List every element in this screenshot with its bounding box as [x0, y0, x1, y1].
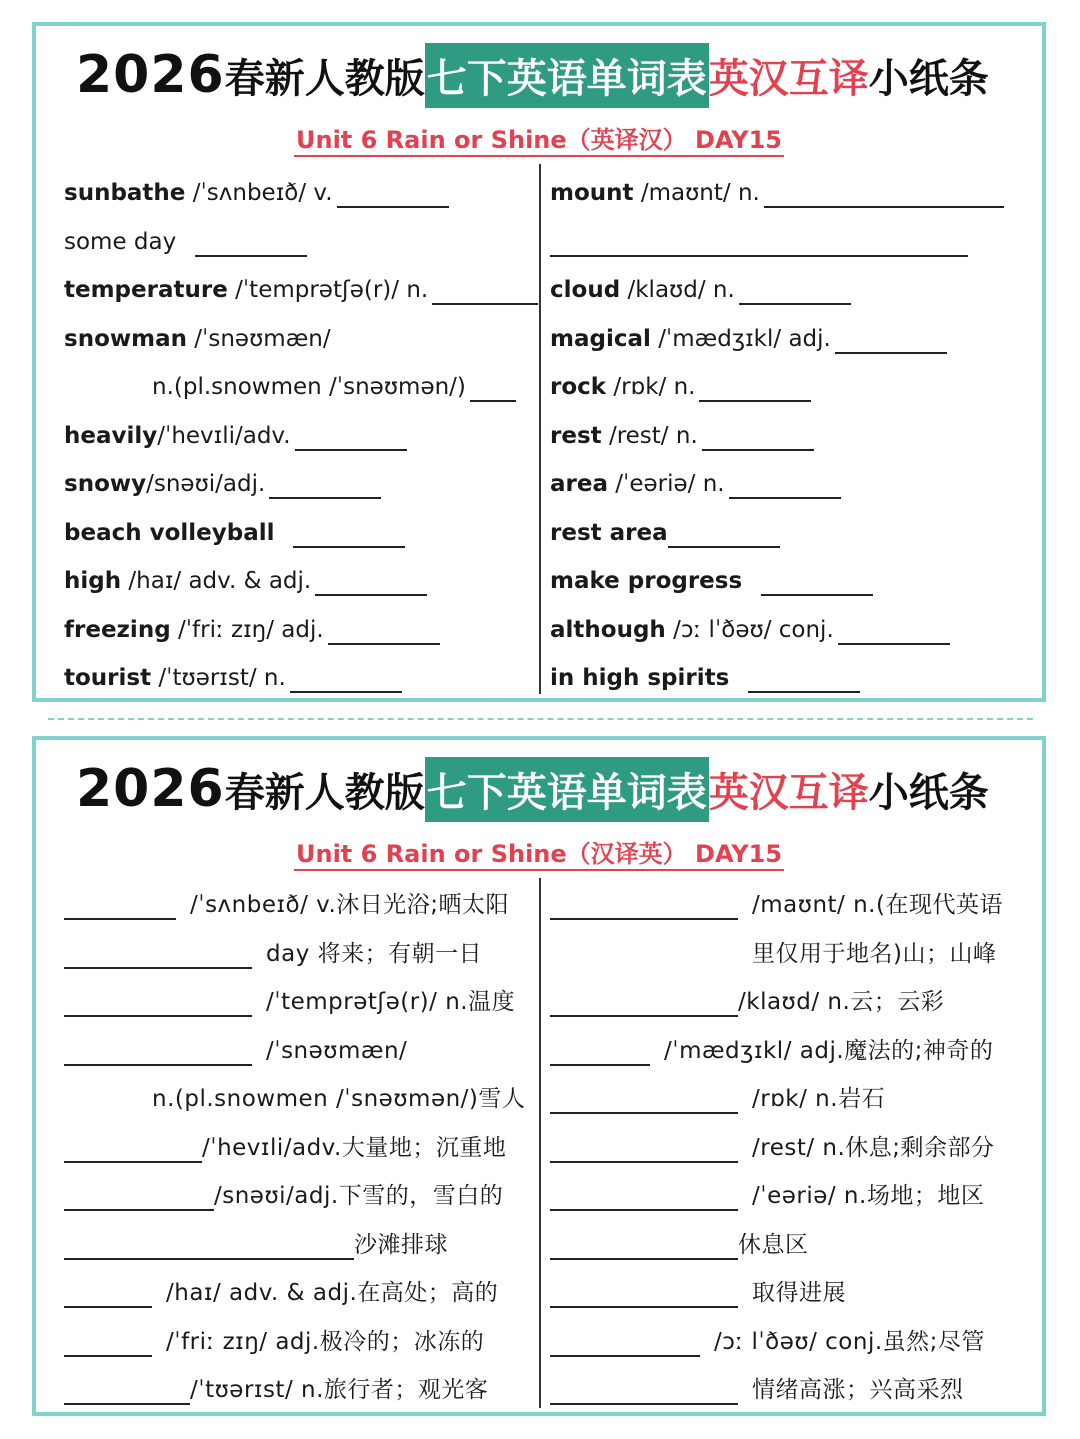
vocab-word: although: [550, 617, 666, 643]
vocab-row: [152, 367, 516, 407]
vocab-meaning: /ˈhevɪli/adv.大量地；沉重地: [202, 1135, 507, 1161]
answer-blank[interactable]: [739, 275, 851, 305]
vocab-word: make progress: [550, 568, 743, 594]
answer-blank[interactable]: [699, 372, 811, 402]
vocab-phonetic: /klaʊd/ n.: [627, 277, 735, 303]
answer-blank[interactable]: [550, 1084, 738, 1114]
answer-blank[interactable]: [550, 1278, 738, 1308]
subtitle: Unit 6 Rain or Shine（英译汉） DAY15: [36, 120, 1042, 155]
answer-blank[interactable]: [64, 1181, 214, 1211]
answer-blank[interactable]: [315, 566, 427, 596]
answer-blank[interactable]: [835, 324, 947, 354]
vocab-phonetic: /haɪ/ adv. & adj.: [128, 568, 312, 594]
vocab-row: [550, 1370, 964, 1410]
answer-blank[interactable]: [195, 227, 307, 257]
vocab-row: [64, 1176, 503, 1216]
answer-blank[interactable]: [550, 1230, 738, 1260]
vocab-row: [550, 464, 841, 504]
vocab-phonetic: /ˈmædʒɪkl/ adj.: [658, 326, 831, 352]
vocab-meaning: 沙滩排球: [354, 1232, 448, 1258]
vocab-row: [64, 561, 427, 601]
title-highlight: 七下英语单词表: [425, 757, 709, 822]
vocab-phonetic: /ˈsʌnbeɪð/ v.: [192, 180, 333, 206]
title-highlight: 七下英语单词表: [425, 43, 709, 108]
vocab-word: heavily: [64, 423, 158, 449]
title-part-b: 小纸条: [868, 55, 989, 102]
vocab-word: in high spirits: [550, 665, 730, 691]
vocab-meaning: 情绪高涨；兴高采烈: [752, 1377, 964, 1403]
vocab-row: [550, 1031, 993, 1071]
vocab-meaning: 休息区: [738, 1232, 809, 1258]
vocab-meaning: /klaʊd/ n.云；云彩: [738, 989, 945, 1015]
title-year: 2026: [76, 45, 225, 105]
answer-blank[interactable]: [668, 518, 780, 548]
page-title: [76, 754, 989, 824]
answer-blank[interactable]: [269, 469, 381, 499]
vocab-row: [550, 416, 814, 456]
vocab-word: rest area: [550, 520, 668, 546]
vocab-row: [64, 416, 407, 456]
answer-blank[interactable]: [748, 663, 860, 693]
vocab-phonetic: /ˈtʊərɪst/ n.: [158, 665, 286, 691]
vocab-row: [64, 1322, 484, 1362]
answer-blank[interactable]: [64, 1278, 152, 1308]
vocab-phonetic: /ˈtemprətʃə(r)/ n.: [235, 277, 429, 303]
vocab-row: [64, 1225, 448, 1265]
vocab-phonetic: /maʊnt/ n.: [640, 180, 760, 206]
title-part-a: 春新人教版: [224, 769, 425, 816]
answer-blank[interactable]: [290, 663, 402, 693]
vocab-word: high: [64, 568, 122, 594]
vocab-phonetic: /ˈeəriə/ n.: [615, 471, 725, 497]
vocab-word: some day: [64, 229, 177, 255]
vocab-meaning: 里仅用于地名)山；山峰: [752, 941, 997, 967]
vocab-word: freezing: [64, 617, 171, 643]
vocab-phonetic: n.(pl.snowmen /ˈsnəʊmən/): [152, 374, 466, 400]
vocab-row: [152, 1079, 525, 1119]
title-part-a: 春新人教版: [224, 55, 425, 102]
answer-blank[interactable]: [550, 1375, 738, 1405]
chinese-to-english-card: [32, 736, 1046, 1416]
answer-blank[interactable]: [702, 421, 814, 451]
title-red: 英汉互译: [708, 769, 869, 816]
answer-blank[interactable]: [838, 615, 950, 645]
vocab-word: cloud: [550, 277, 621, 303]
vocab-row: [64, 1370, 488, 1410]
vocab-meaning: /ˈfriː zɪŋ/ adj.极冷的；冰冻的: [166, 1329, 485, 1355]
vocab-row: [64, 610, 440, 650]
answer-blank[interactable]: [64, 1133, 202, 1163]
vocab-word: magical: [550, 326, 651, 352]
vocab-meaning: /snəʊi/adj.下雪的，雪白的: [214, 1183, 504, 1209]
answer-blank[interactable]: [64, 890, 176, 920]
vocab-meaning: /ˈtʊərɪst/ n.旅行者；观光客: [190, 1377, 489, 1403]
vocab-row: [550, 561, 873, 601]
answer-blank[interactable]: [729, 469, 841, 499]
answer-blank[interactable]: [432, 275, 538, 305]
vocab-row: [550, 513, 780, 553]
cut-line: [48, 718, 1033, 720]
vocab-row: [550, 1128, 995, 1168]
vocab-phonetic: /snəʊi/adj.: [146, 471, 266, 497]
vocab-row: [550, 982, 944, 1022]
vocab-phonetic: /ɔː lˈðəʊ/ conj.: [673, 617, 834, 643]
answer-blank[interactable]: [550, 1036, 650, 1066]
vocab-row: [64, 270, 538, 310]
answer-blank[interactable]: [64, 1375, 190, 1405]
answer-blank[interactable]: [761, 566, 873, 596]
vocab-word: mount: [550, 180, 634, 206]
vocab-phonetic: /rest/ n.: [608, 423, 698, 449]
answer-blank[interactable]: [64, 1327, 152, 1357]
answer-blank[interactable]: [64, 1036, 252, 1066]
vocab-meaning: day 将来；有朝一日: [266, 941, 483, 967]
vocab-row: [550, 270, 851, 310]
answer-blank[interactable]: [295, 421, 407, 451]
vocab-row: [550, 1322, 985, 1362]
vocab-row: [64, 173, 449, 213]
title-red: 英汉互译: [708, 55, 869, 102]
vocab-meaning: /rɒk/ n.岩石: [752, 1086, 886, 1112]
answer-blank[interactable]: [64, 939, 252, 969]
vocab-row: [64, 1128, 506, 1168]
answer-blank[interactable]: [470, 372, 516, 402]
vocab-row: [550, 885, 1003, 925]
vocab-word: rock: [550, 374, 607, 400]
answer-blank[interactable]: [64, 1230, 354, 1260]
english-to-chinese-card: [32, 22, 1046, 702]
answer-blank[interactable]: [337, 178, 449, 208]
answer-blank[interactable]: [550, 1327, 700, 1357]
vocab-meaning: /haɪ/ adv. & adj.在高处；高的: [166, 1280, 499, 1306]
vocab-meaning: /ˈmædʒɪkl/ adj.魔法的;神奇的: [664, 1038, 994, 1064]
answer-blank[interactable]: [550, 227, 968, 257]
vocab-row: [550, 610, 950, 650]
answer-blank[interactable]: [293, 518, 405, 548]
answer-blank[interactable]: [550, 987, 738, 1017]
vocab-word: sunbathe: [64, 180, 186, 206]
answer-blank[interactable]: [328, 615, 440, 645]
vocab-row: [550, 1176, 984, 1216]
vocab-phonetic: /ˈsnəʊmæn/: [194, 326, 331, 352]
vocab-row: [550, 222, 968, 262]
title-part-b: 小纸条: [868, 769, 989, 816]
vocab-word: snowman: [64, 326, 187, 352]
vocab-row: [64, 982, 515, 1022]
column-divider: [539, 878, 541, 1408]
subtitle: Unit 6 Rain or Shine（汉译英） DAY15: [36, 834, 1042, 869]
answer-blank[interactable]: [550, 1133, 738, 1163]
vocab-word: tourist: [64, 665, 152, 691]
title-year: 2026: [76, 759, 225, 819]
page-title: [76, 40, 989, 110]
vocab-row: [550, 319, 947, 359]
vocab-row: [64, 319, 331, 359]
vocab-word: snowy: [64, 471, 147, 497]
column-divider: [539, 164, 541, 694]
vocab-meaning: /ɔː lˈðəʊ/ conj.虽然;尽管: [714, 1329, 985, 1355]
vocab-phonetic: /rɒk/ n.: [613, 374, 696, 400]
vocab-row: [64, 1031, 407, 1071]
vocab-row: [550, 173, 1004, 213]
vocab-row: [752, 934, 996, 974]
vocab-meaning: /rest/ n.休息;剩余部分: [752, 1135, 995, 1161]
vocab-meaning: n.(pl.snowmen /ˈsnəʊmən/)雪人: [152, 1086, 526, 1112]
vocab-meaning: /maʊnt/ n.(在现代英语: [752, 892, 1003, 918]
vocab-meaning: /ˈsnəʊmæn/: [266, 1038, 408, 1064]
vocab-row: [550, 1079, 885, 1119]
answer-blank[interactable]: [64, 987, 252, 1017]
vocab-row: [64, 513, 405, 553]
vocab-row: [64, 885, 509, 925]
vocab-row: [64, 464, 381, 504]
vocab-word: temperature: [64, 277, 228, 303]
vocab-row: [64, 222, 307, 262]
vocab-meaning: /ˈeəriə/ n.场地；地区: [752, 1183, 985, 1209]
answer-blank[interactable]: [550, 890, 738, 920]
vocab-meaning: /ˈtemprətʃə(r)/ n.温度: [266, 989, 516, 1015]
vocab-row: [64, 934, 482, 974]
vocab-row: [550, 367, 811, 407]
vocab-phonetic: /ˈfriː zɪŋ/ adj.: [177, 617, 324, 643]
vocab-word: beach volleyball: [64, 520, 275, 546]
answer-blank[interactable]: [550, 1181, 738, 1211]
vocab-row: [550, 658, 860, 698]
vocab-word: area: [550, 471, 608, 497]
vocab-meaning: 取得进展: [752, 1280, 846, 1306]
vocab-row: [550, 1273, 846, 1313]
vocab-row: [64, 1273, 498, 1313]
vocab-row: [64, 658, 402, 698]
answer-blank[interactable]: [764, 178, 1004, 208]
vocab-meaning: /ˈsʌnbeɪð/ v.沐日光浴;晒太阳: [190, 892, 510, 918]
vocab-word: rest: [550, 423, 602, 449]
vocab-row: [550, 1225, 809, 1265]
vocab-phonetic: /ˈhevɪli/adv.: [157, 423, 291, 449]
